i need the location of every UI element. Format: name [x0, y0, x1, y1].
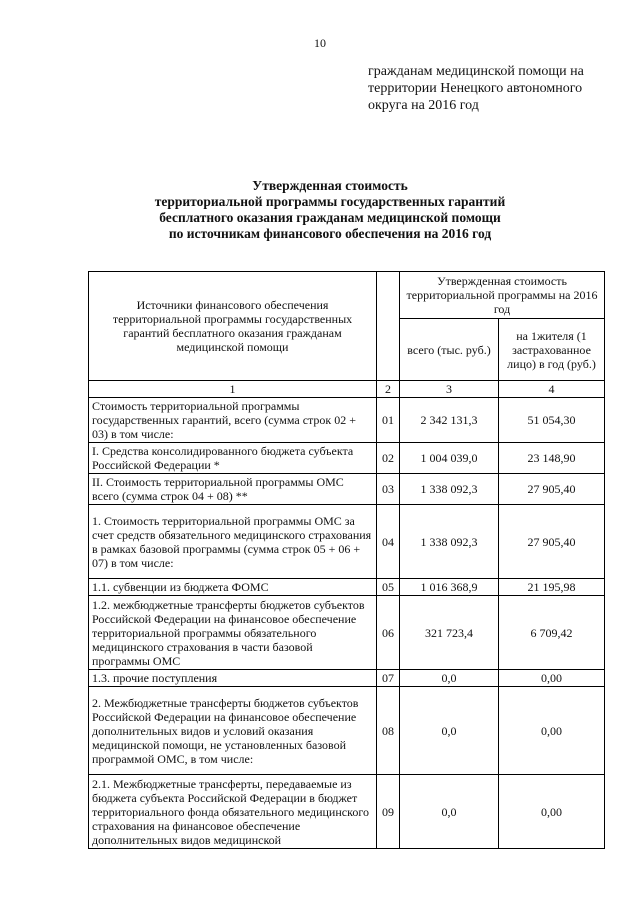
- row-total: 2 342 131,3: [400, 398, 499, 443]
- financing-table: [88, 271, 605, 849]
- column-number: 2: [377, 381, 400, 398]
- title-line: Утвержденная стоимость: [252, 178, 408, 193]
- row-per-capita: 6 709,42: [499, 596, 605, 670]
- row-number: 01: [377, 398, 400, 443]
- row-source: 1.1. субвенции из бюджета ФОМС: [89, 579, 377, 596]
- row-per-capita: 51 054,30: [499, 398, 605, 443]
- row-per-capita: 0,00: [499, 687, 605, 775]
- column-number: 4: [499, 381, 605, 398]
- header-per-capita: на 1жителя (1 застрахованное лицо) в год (руб.): [499, 319, 605, 381]
- column-number: 1: [89, 381, 377, 398]
- row-number: 07: [377, 670, 400, 687]
- header-approved-cost: Утвержденная стоимость территориальной программы на 2016 год: [400, 272, 605, 319]
- row-per-capita: 21 195,98: [499, 579, 605, 596]
- row-total: 321 723,4: [400, 596, 499, 670]
- row-total: 1 016 368,9: [400, 579, 499, 596]
- table-row: [89, 505, 605, 579]
- table-row: [89, 596, 605, 670]
- row-total: 1 338 092,3: [400, 474, 499, 505]
- row-number: 08: [377, 687, 400, 775]
- row-total: 0,0: [400, 687, 499, 775]
- title-line: бесплатного оказания гражданам медицинской помощи: [159, 210, 501, 225]
- header-source: Источники финансового обеспечения территориальной программы государственных гарантий бесплатного оказания гражданам медицинской помощи: [89, 272, 377, 381]
- row-total: 1 004 039,0: [400, 443, 499, 474]
- row-number: 06: [377, 596, 400, 670]
- document-title: [90, 178, 570, 242]
- row-number: 04: [377, 505, 400, 579]
- header-row-number: [377, 272, 400, 381]
- table-row: [89, 474, 605, 505]
- row-per-capita: 27 905,40: [499, 474, 605, 505]
- document-header: [368, 63, 618, 114]
- row-source: 1.2. межбюджетные трансферты бюджетов субъектов Российской Федерации на финансовое обеспечение территориальной программы обязательного медицинского страхования в части базовой программы ОМС: [89, 596, 377, 670]
- row-number: 09: [377, 775, 400, 849]
- row-per-capita: 0,00: [499, 670, 605, 687]
- table-row: [89, 670, 605, 687]
- row-per-capita: 0,00: [499, 775, 605, 849]
- header-line: территории Ненецкого автономного: [368, 81, 583, 96]
- row-number: 05: [377, 579, 400, 596]
- row-total: 0,0: [400, 775, 499, 849]
- row-source: 2.1. Межбюджетные трансферты, передаваемые из бюджета субъекта Российской Федерации в бюджет территориального фонда обязательного медицинского страхования на финансовое обеспечение дополнительных видов медицинской: [89, 775, 377, 849]
- row-total: 0,0: [400, 670, 499, 687]
- row-source: 1.3. прочие поступления: [89, 670, 377, 687]
- row-source: II. Стоимость территориальной программы ОМС всего (сумма строк 04 + 08) **: [89, 474, 377, 505]
- table-row: [89, 687, 605, 775]
- table-row: [89, 443, 605, 474]
- title-line: территориальной программы государственных гарантий: [154, 194, 506, 209]
- row-source: Стоимость территориальной программы государственных гарантий, всего (сумма строк 02 + 03) в том числе:: [89, 398, 377, 443]
- table-row: [89, 398, 605, 443]
- row-source: 1. Стоимость территориальной программы ОМС за счет средств обязательного медицинского страхования в рамках базовой программы (сумма строк 05 + 06 + 07) в том числе:: [89, 505, 377, 579]
- row-source: I. Средства консолидированного бюджета субъекта Российской Федерации *: [89, 443, 377, 474]
- row-per-capita: 27 905,40: [499, 505, 605, 579]
- header-total: всего (тыс. руб.): [400, 319, 499, 381]
- row-total: 1 338 092,3: [400, 505, 499, 579]
- header-line: гражданам медицинской помощи на: [368, 64, 584, 79]
- row-number: 02: [377, 443, 400, 474]
- table-row: [89, 775, 605, 849]
- title-line: по источникам финансового обеспечения на 2016 год: [168, 226, 492, 241]
- table-row: [89, 579, 605, 596]
- column-number: 3: [400, 381, 499, 398]
- row-source: 2. Межбюджетные трансферты бюджетов субъектов Российской Федерации на финансовое обеспечение дополнительных видов и условий оказания медицинской помощи, не установленных базовой программой ОМС, в том числе:: [89, 687, 377, 775]
- page-number: 10: [314, 36, 326, 50]
- row-number: 03: [377, 474, 400, 505]
- header-line: округа на 2016 год: [368, 98, 479, 113]
- row-per-capita: 23 148,90: [499, 443, 605, 474]
